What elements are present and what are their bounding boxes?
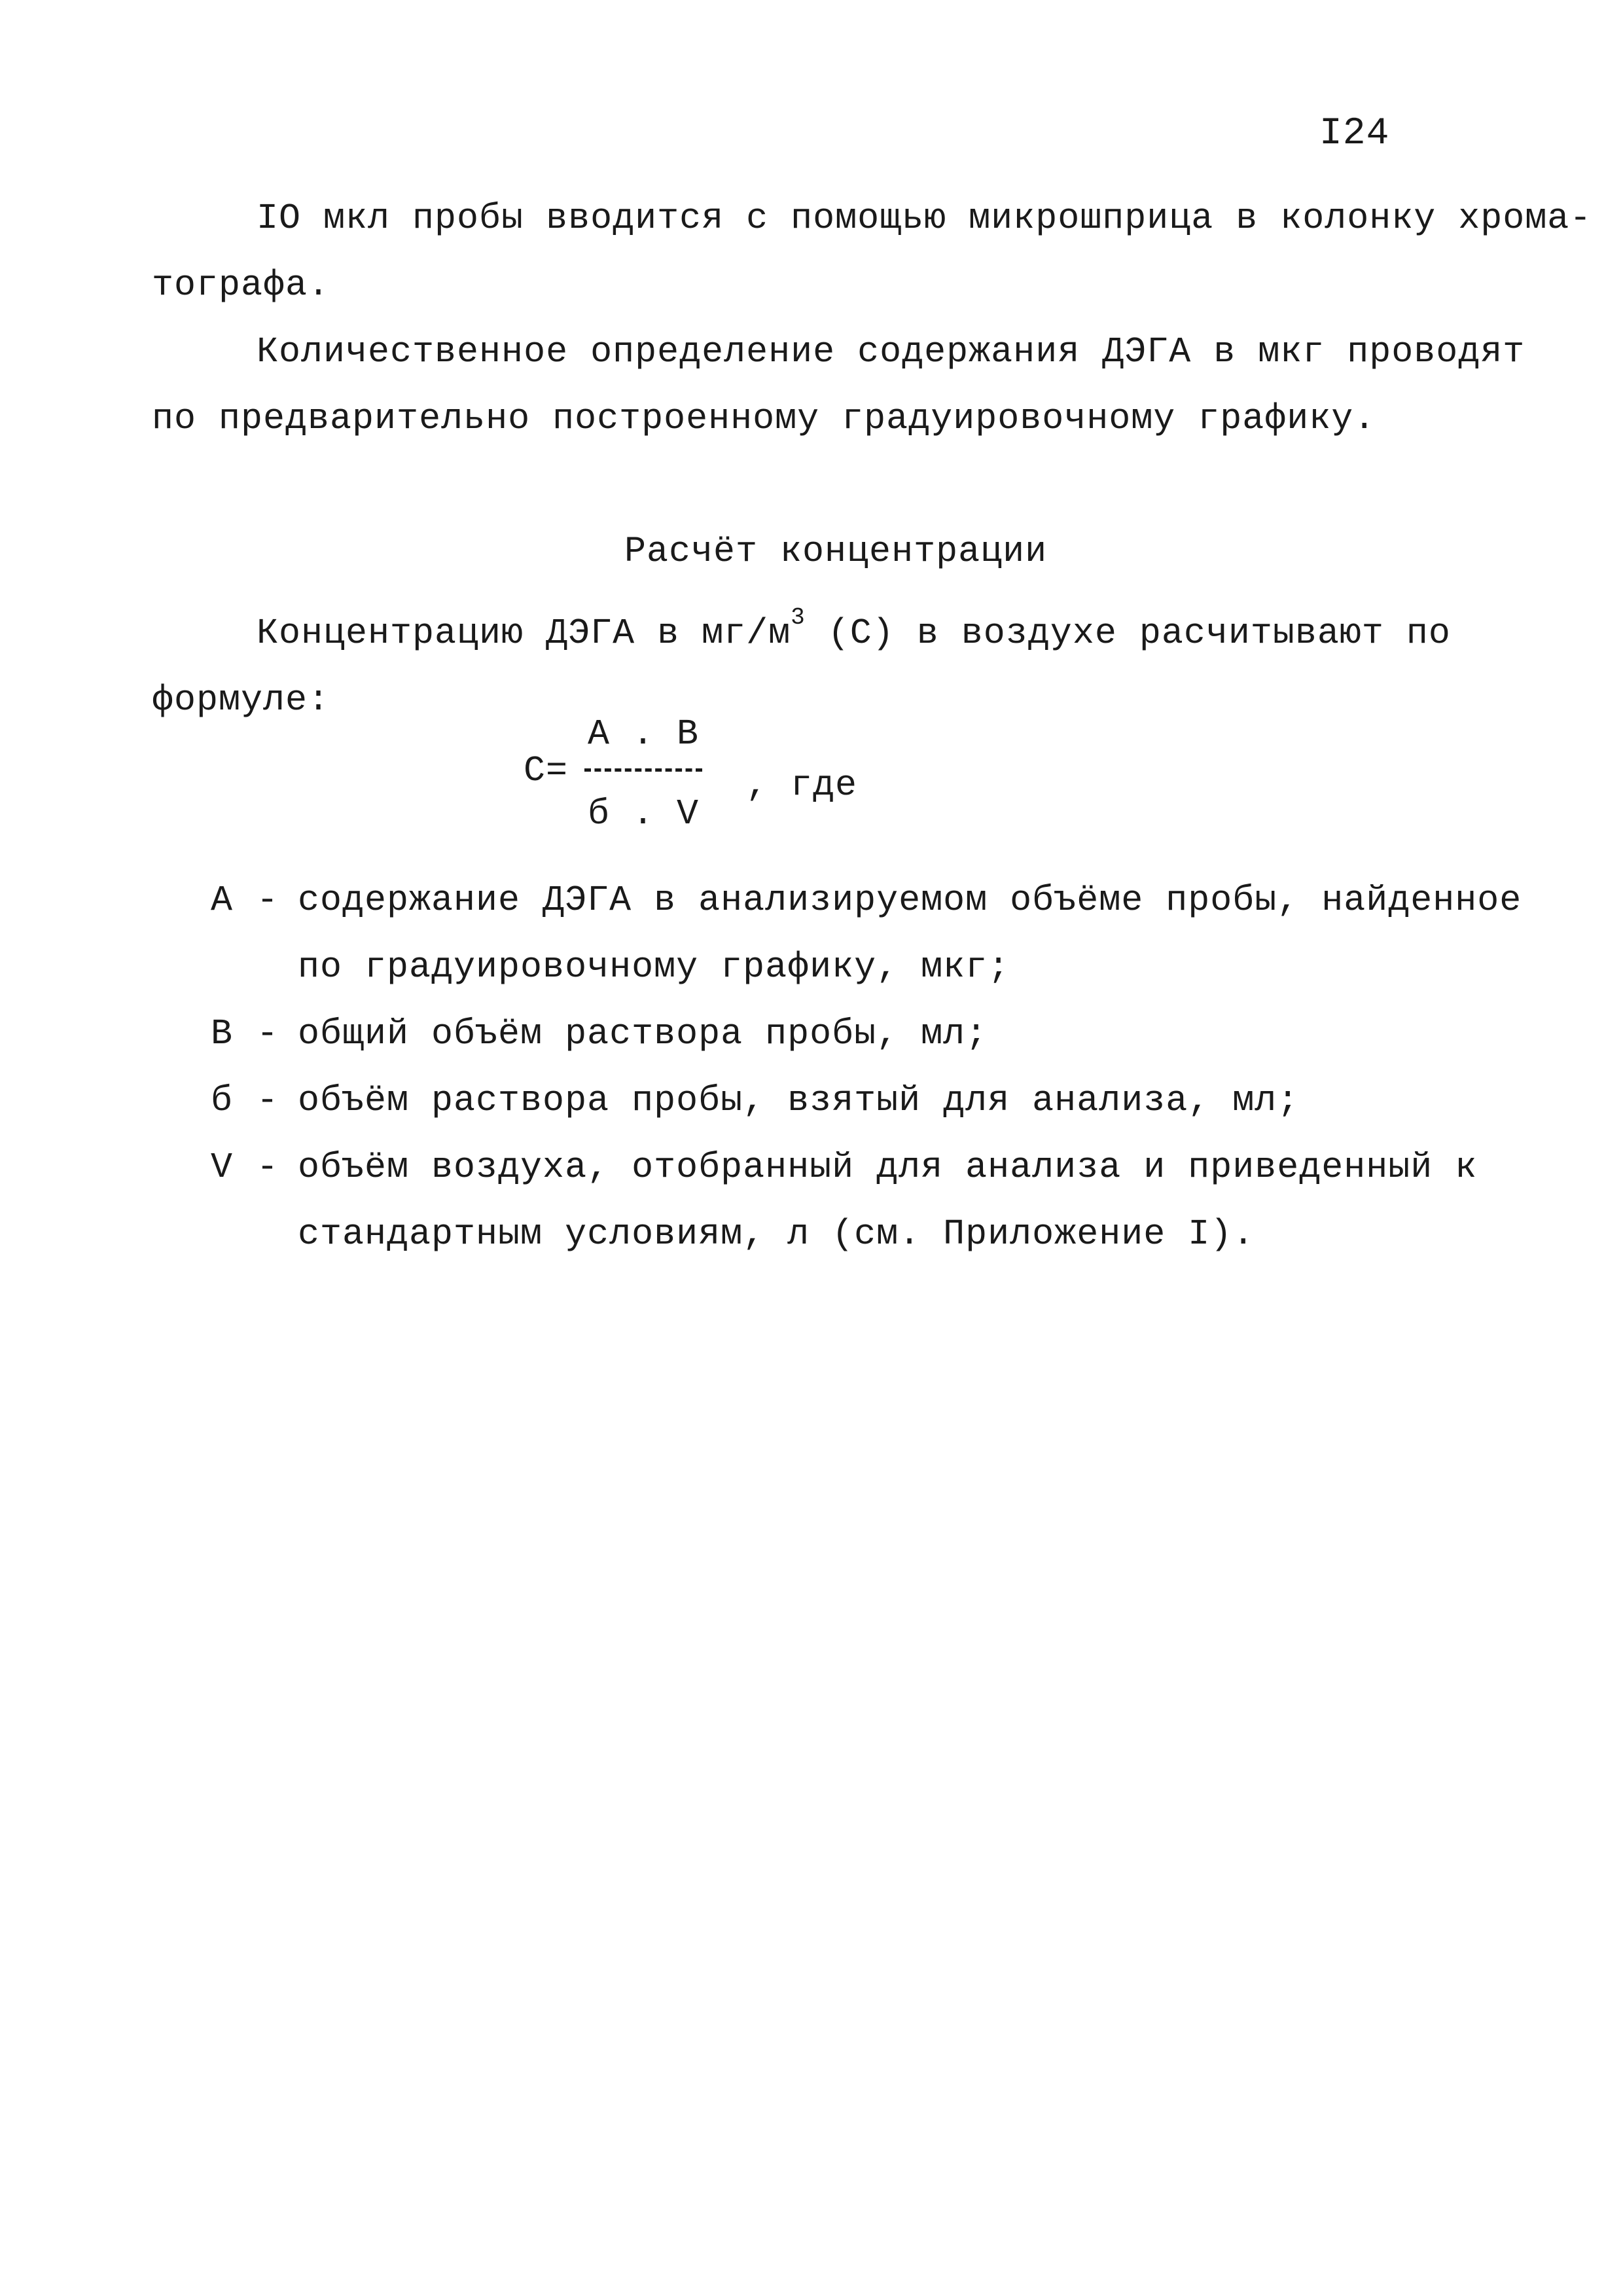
definition-dash: -: [257, 880, 279, 921]
formula-denominator: б . V: [588, 793, 700, 834]
definition-text: объём воздуха, отобранный для анализа и приведенный к: [298, 1147, 1478, 1188]
definition-text: содержание ДЭГА в анализируемом объёме пробы, найденное: [298, 880, 1522, 921]
definition-dash: -: [257, 1080, 279, 1121]
para3-line1-prefix: Концентрацию ДЭГА в мг/м: [257, 613, 791, 654]
definition-text: объём раствора пробы, взятый для анализа, мл;: [298, 1080, 1300, 1121]
para3-line2: формуле:: [152, 679, 330, 721]
page-number: I24: [1319, 113, 1390, 155]
definition-symbol: V: [211, 1147, 234, 1188]
formula-lhs: С=: [524, 750, 569, 791]
para1-line1: IО мкл пробы вводится с помощью микрошприца в колонку хрома-: [257, 198, 1592, 239]
definition-text-cont: по градуировочному графику, мкг;: [298, 946, 1010, 988]
definition-text-cont: стандартным условиям, л (см. Приложение I).: [298, 1213, 1255, 1255]
para1-line2: тографа.: [152, 264, 330, 306]
definition-symbol: б: [211, 1080, 234, 1121]
formula-where: , где: [746, 764, 858, 806]
para2-line1: Количественное определение содержания ДЭГА в мкг проводят: [257, 331, 1525, 372]
definition-dash: -: [257, 1013, 279, 1054]
section-title: Расчёт концентрации: [624, 531, 1048, 572]
formula-numerator: А . В: [588, 713, 700, 755]
definition-symbol: А: [211, 880, 234, 921]
superscript-3: 3: [791, 604, 806, 631]
definition-symbol: В: [211, 1013, 234, 1054]
formula-fraction-bar: [584, 768, 702, 772]
para3-line1-suffix: (С) в воздухе расчитывают по: [805, 613, 1451, 654]
para2-line2: по предварительно построенному градуировочному графику.: [152, 398, 1376, 439]
para3-line1: [257, 604, 1451, 654]
definition-text: общий объём раствора пробы, мл;: [298, 1013, 988, 1054]
definition-dash: -: [257, 1147, 279, 1188]
